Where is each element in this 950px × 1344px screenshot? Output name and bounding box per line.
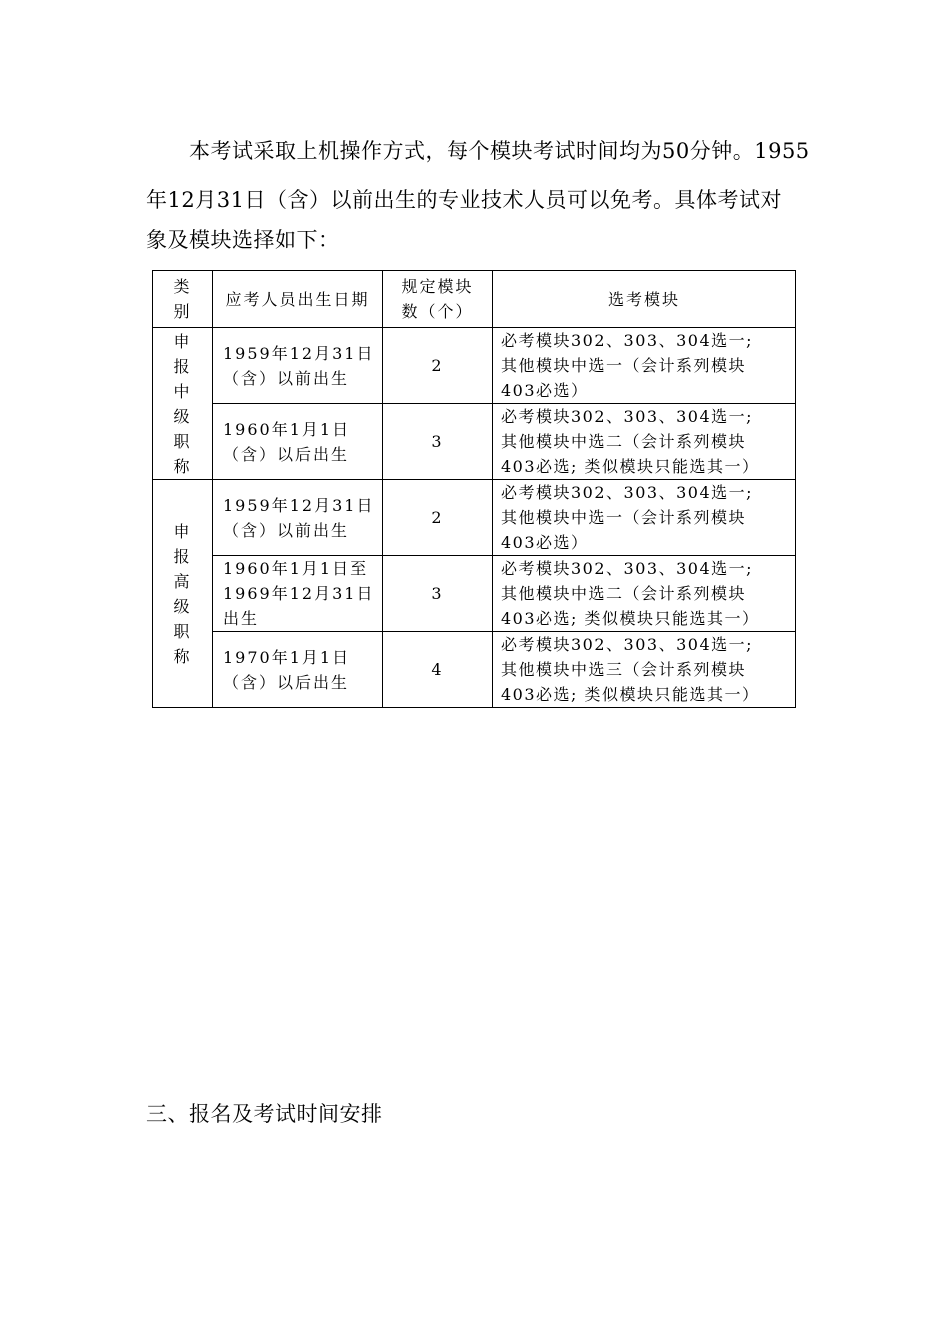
table-row	[153, 556, 796, 632]
category-char: 职	[173, 621, 192, 641]
birth-date-line: （含）以前出生	[223, 520, 350, 540]
birth-date-cell	[213, 404, 383, 480]
category-cell	[153, 480, 213, 708]
category-char: 申	[173, 331, 192, 351]
module-choice-cell	[493, 556, 796, 632]
header-category	[153, 271, 213, 328]
birth-date-line: 1960年1月1日至	[223, 559, 369, 578]
module-choice-cell	[493, 632, 796, 708]
module-choice-cell	[493, 328, 796, 404]
paragraph-line-1: 本考试采取上机操作方式，每个模块考试时间均为50分钟。1955	[189, 139, 810, 163]
exam-module-table	[152, 270, 796, 708]
category-char: 称	[173, 646, 192, 666]
module-count-cell: 2	[383, 480, 493, 556]
header-category-line-1: 类	[173, 277, 192, 296]
category-char: 级	[173, 596, 192, 616]
birth-date-cell	[213, 632, 383, 708]
category-char: 职	[173, 431, 192, 451]
module-count-cell: 4	[383, 632, 493, 708]
birth-date-cell	[213, 328, 383, 404]
table-row	[153, 404, 796, 480]
module-choice-line: 必考模块302、303、304选一;	[501, 407, 754, 426]
header-count-line-2: 数（个）	[401, 302, 474, 321]
birth-date-line: （含）以后出生	[223, 672, 350, 692]
module-choice-line: 其他模块中选二（会计系列模块	[501, 432, 747, 451]
module-choice-line: 其他模块中选一（会计系列模块	[501, 508, 747, 527]
header-module-count	[383, 271, 493, 328]
table-header-row	[153, 271, 796, 328]
paragraph-line-3: 象及模块选择如下：	[146, 228, 340, 252]
birth-date-line: （含）以后出生	[223, 444, 350, 464]
header-module-choice: 选考模块	[493, 271, 796, 328]
module-choice-line: 其他模块中选二（会计系列模块	[501, 584, 747, 603]
birth-date-line: 出生	[223, 609, 260, 628]
category-cell	[153, 328, 213, 480]
category-char: 报	[173, 546, 192, 566]
module-count-cell: 3	[383, 404, 493, 480]
header-category-line-2: 别	[173, 302, 192, 321]
module-choice-line: 其他模块中选一（会计系列模块	[501, 356, 747, 375]
section-heading: 三、报名及考试时间安排	[146, 1102, 383, 1126]
table-row	[153, 480, 796, 556]
birth-date-line: 1969年12月31日	[223, 584, 375, 603]
module-choice-line: 403必选）	[501, 533, 589, 552]
module-choice-line: 403必选; 类似模块只能选其一）	[501, 457, 760, 476]
birth-date-cell	[213, 480, 383, 556]
birth-date-line: 1970年1月1日	[223, 647, 351, 667]
category-char: 报	[173, 356, 192, 376]
module-count-cell: 2	[383, 328, 493, 404]
header-count-line-1: 规定模块	[401, 277, 474, 296]
table-body	[153, 328, 796, 708]
module-choice-cell	[493, 480, 796, 556]
module-choice-line: 403必选）	[501, 381, 589, 400]
category-char: 申	[173, 521, 192, 541]
module-choice-line: 403必选; 类似模块只能选其一）	[501, 609, 760, 628]
category-char: 级	[173, 406, 192, 426]
module-count-cell: 3	[383, 556, 493, 632]
table-row	[153, 328, 796, 404]
birth-date-cell	[213, 556, 383, 632]
header-birth-date: 应考人员出生日期	[213, 271, 383, 328]
birth-date-line: 1959年12月31日	[223, 343, 375, 363]
birth-date-line: 1959年12月31日	[223, 495, 375, 515]
category-char: 高	[173, 571, 192, 591]
module-choice-line: 其他模块中选三（会计系列模块	[501, 660, 747, 679]
module-choice-line: 必考模块302、303、304选一;	[501, 483, 754, 502]
category-char: 中	[173, 381, 192, 401]
birth-date-line: （含）以前出生	[223, 368, 350, 388]
module-choice-cell	[493, 404, 796, 480]
module-choice-line: 必考模块302、303、304选一;	[501, 635, 754, 654]
birth-date-line: 1960年1月1日	[223, 419, 351, 439]
module-choice-line: 必考模块302、303、304选一;	[501, 331, 754, 350]
module-choice-line: 403必选; 类似模块只能选其一）	[501, 685, 760, 704]
category-char: 称	[173, 456, 192, 476]
table-row	[153, 632, 796, 708]
module-choice-line: 必考模块302、303、304选一;	[501, 559, 754, 578]
paragraph-line-2: 年12月31日（含）以前出生的专业技术人员可以免考。具体考试对	[146, 188, 782, 212]
